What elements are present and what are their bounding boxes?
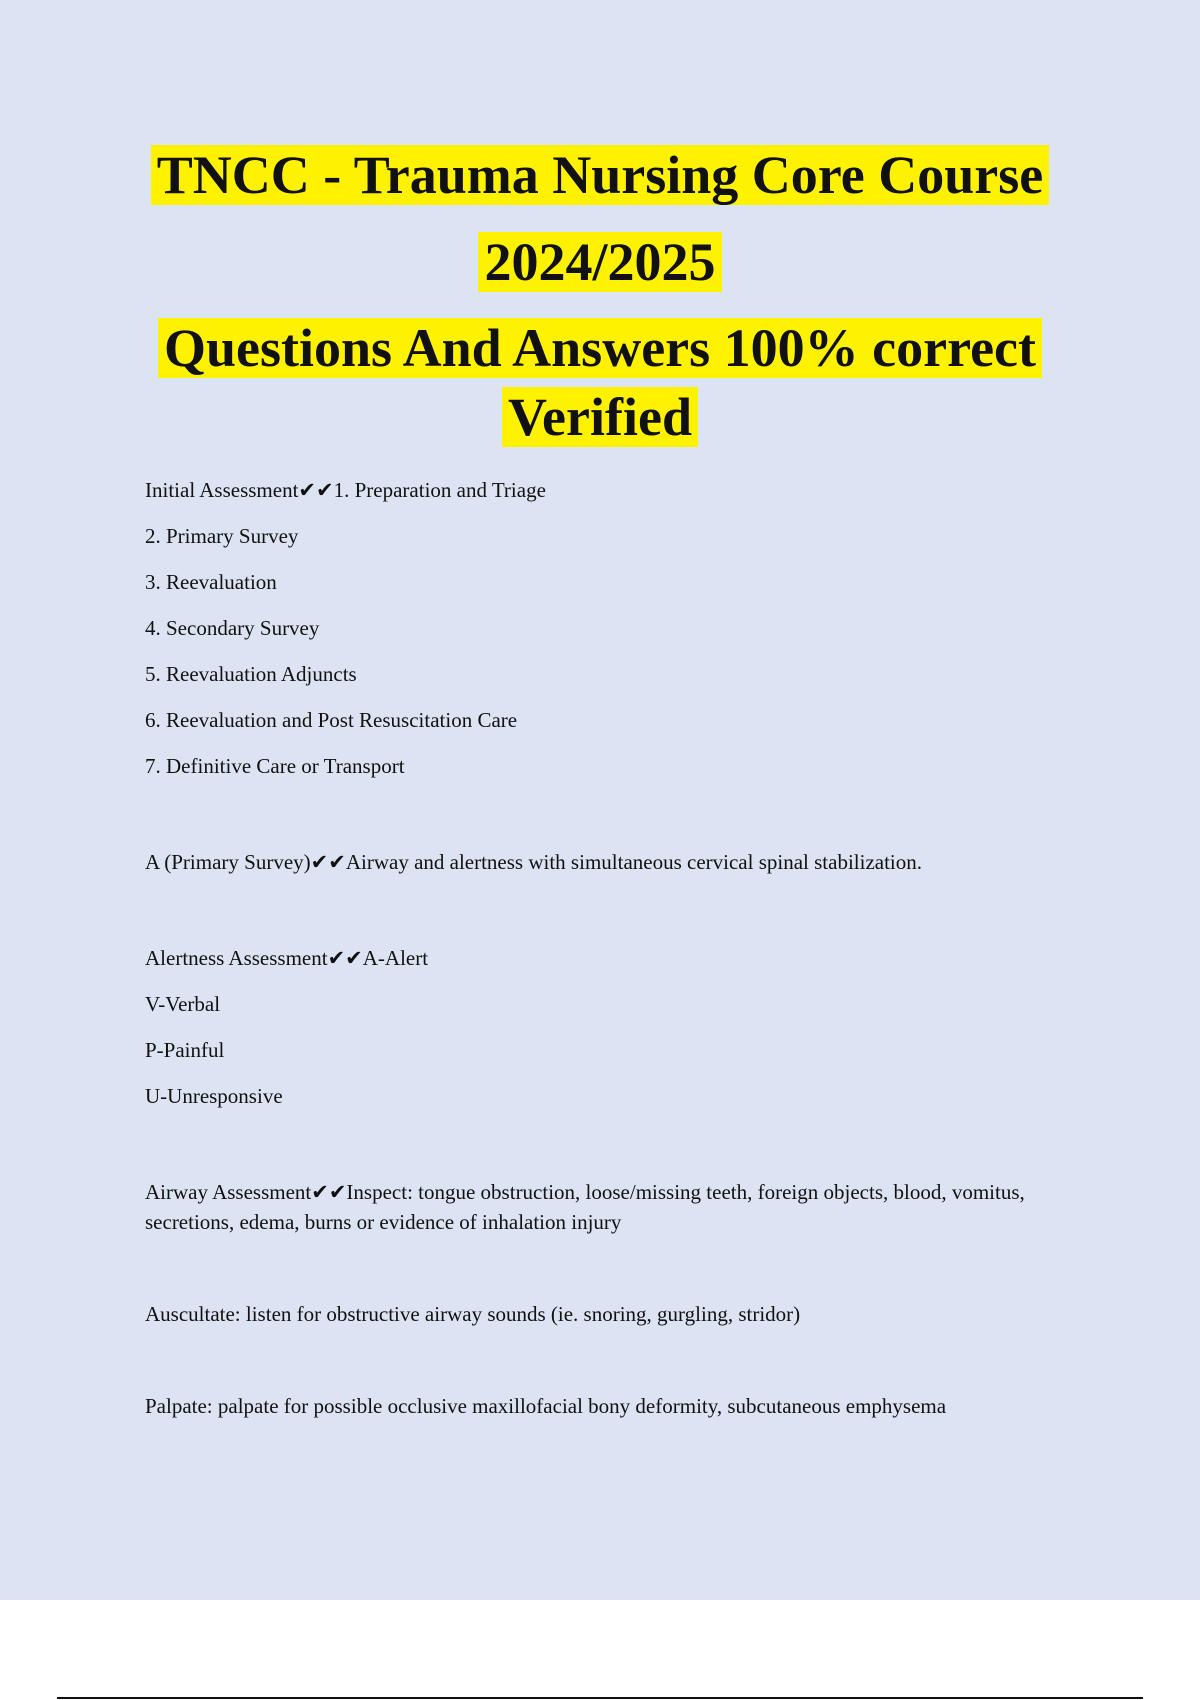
document-body (145, 475, 1075, 1421)
entry-line: 7. Definitive Care or Transport (145, 754, 405, 778)
entry-line: P-Painful (145, 1038, 225, 1062)
alertness-entry (145, 943, 1075, 1111)
title-line-verified: Verified (0, 384, 1200, 450)
initial-assessment-entry (145, 475, 1075, 781)
airway-auscultate-line: Auscultate: listen for obstructive airway sounds (ie. snoring, gurgling, stridor) (145, 1302, 801, 1326)
title-line-course: TNCC - Trauma Nursing Core Course (0, 142, 1200, 208)
primary-survey-entry: A (Primary Survey)✔✔Airway and alertness with simultaneous cervical spinal stabilization. (145, 850, 923, 874)
airway-entry (145, 1177, 1075, 1421)
airway-inspect-line: Airway Assessment✔✔Inspect: tongue obstruction, loose/missing teeth, foreign objects, blood, vomitus, secretions, edema, burns or evidence of inhalation injury (145, 1180, 1025, 1234)
entry-line: 3. Reevaluation (145, 570, 277, 594)
entry-line: 6. Reevaluation and Post Resuscitation Care (145, 708, 518, 732)
footer-divider (57, 1697, 1143, 1699)
entry-line: Initial Assessment✔✔1. Preparation and Triage (145, 478, 546, 502)
entry-line: Alertness Assessment✔✔A-Alert (145, 946, 429, 970)
entry-line: 4. Secondary Survey (145, 616, 320, 640)
title-line-year: 2024/2025 (0, 229, 1200, 295)
airway-palpate-line: Palpate: palpate for possible occlusive maxillofacial bony deformity, subcutaneous emphysema (145, 1394, 947, 1418)
title-line-qa: Questions And Answers 100% correct (0, 315, 1200, 381)
document-title (0, 142, 1200, 450)
entry-line: 5. Reevaluation Adjuncts (145, 662, 357, 686)
entry-line: U-Unresponsive (145, 1084, 283, 1108)
entry-line: 2. Primary Survey (145, 524, 299, 548)
entry-line: V-Verbal (145, 992, 221, 1016)
